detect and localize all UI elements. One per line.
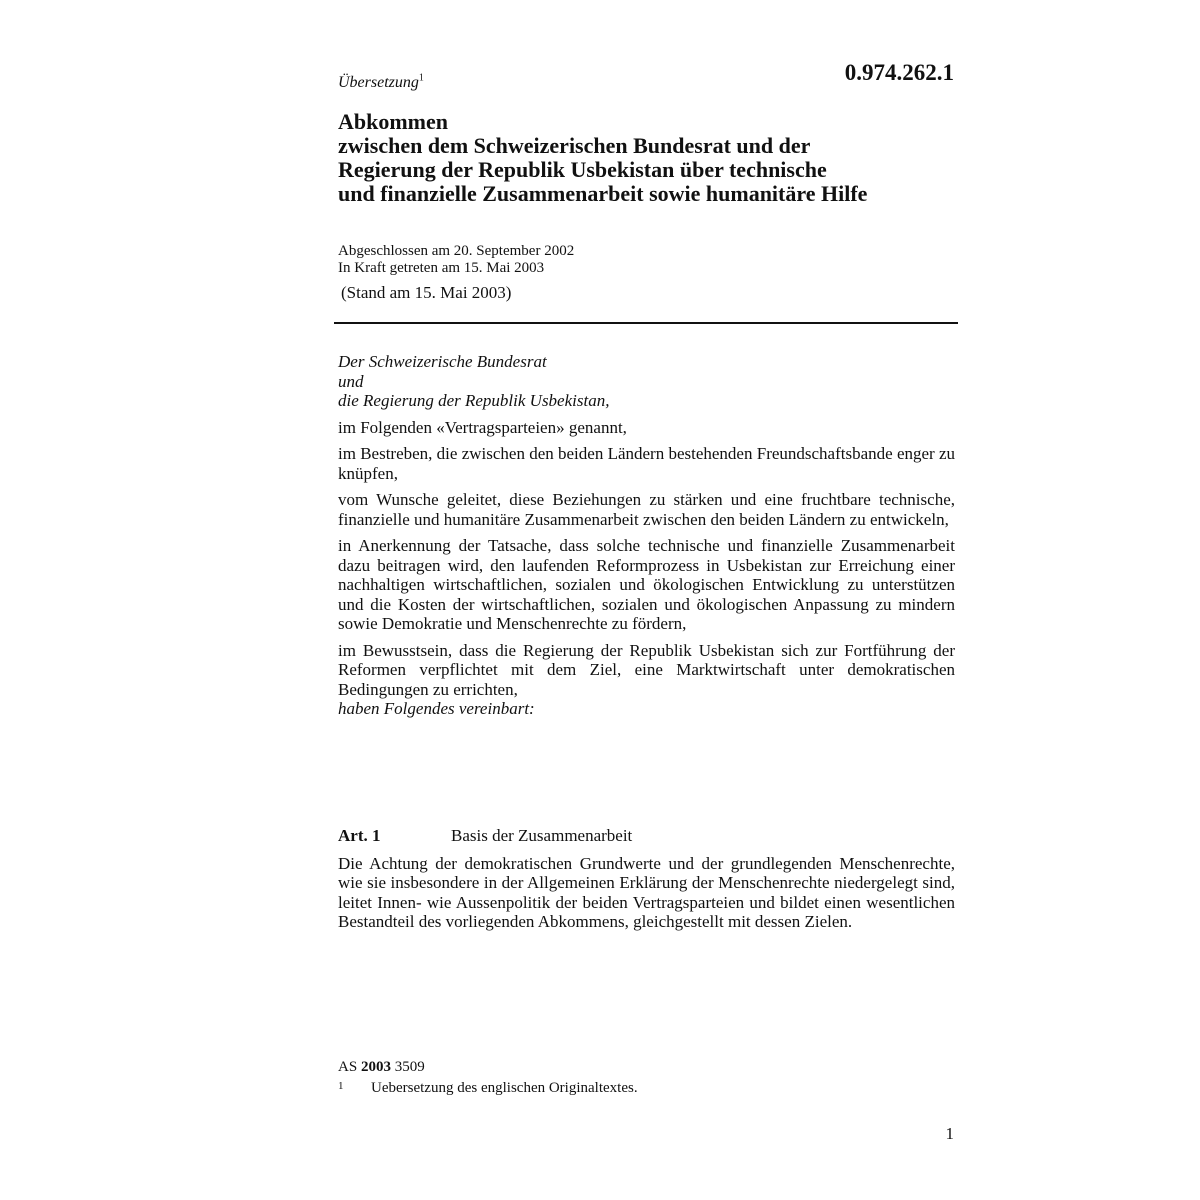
agreement-formula: haben Folgendes vereinbart: (338, 699, 535, 718)
document-dates (338, 243, 574, 276)
sr-number: 0.974.262.1 (844, 60, 954, 85)
footnote-reference: 1 (418, 72, 424, 84)
title-line: Regierung der Republik Usbekistan über technische (338, 157, 827, 182)
title-line: zwischen dem Schweizerischen Bundesrat und der (338, 133, 811, 158)
party-line: die Regierung der Republik Usbekistan, (338, 391, 610, 410)
article-1 (338, 826, 955, 932)
page-number: 1 (945, 1124, 954, 1143)
article-text: Die Achtung der demokratischen Grundwerte und der grundlegenden Menschenrechte, wie sie insbesondere in der Allgemeinen Erklärung der Menschenrechte niedergelegt sind, leitet Innen- wie Aussenpolitik der beiden Vertragsparteien und bildet einen wesentlichen Bestandteil des vorliegenden Abkommens, gleichgestellt mit dessen Zielen. (338, 853, 955, 931)
translation-label: Übersetzung$^1$ (338, 72, 424, 91)
article-title: Basis der Zusammenarbeit (451, 826, 633, 845)
document-title (338, 110, 938, 206)
party-line: und (338, 371, 364, 391)
in-force-date: In Kraft getreten am 15. Mai 2003 (338, 259, 545, 276)
preamble-clause: im Bestreben, die zwischen den beiden Ländern bestehenden Freundschaftsbande enger zu knüpfen, (338, 444, 955, 483)
preamble-clause: vom Wunsche geleitet, diese Beziehungen zu stärken und eine fruchtbare technische, finanzielle und humanitäre Zusammenarbeit zwischen den beiden Ländern zu entwickeln, (338, 490, 955, 529)
footnote (338, 1080, 638, 1097)
official-compilation-reference: AS 2003 3509 (338, 1059, 425, 1075)
preamble-clause: im Bewusstsein, dass die Regierung der Republik Usbekistan sich zur Fortführung der Reformen verpflichtet mit dem Ziel, eine Marktwirtschaft unter demokratischen Bedingungen zu errichten, (338, 640, 955, 699)
header-divider (334, 322, 958, 324)
title-line: Abkommen (338, 109, 449, 134)
title-line: und finanzielle Zusammenarbeit sowie humanitäre Hilfe (338, 181, 868, 206)
footnote-text: Uebersetzung des englischen Originaltextes. (371, 1080, 638, 1096)
party-line: Der Schweizerische Bundesrat (338, 352, 547, 371)
article-heading (338, 826, 955, 846)
preamble-clause: im Folgenden «Vertragsparteien» genannt, (338, 417, 627, 437)
preamble-clause: in Anerkennung der Tatsache, dass solche technische und finanzielle Zusammenarbeit dazu beitragen wird, den laufenden Reformprozess in Usbekistan zur Erreichung einer nachhaltigen wirtschaftlichen, sozialen und ökologischen Entwicklung zu unterstützen und die Kosten der wirtschaftlichen, sozialen und ökologischen Anpassung zu mindern sowie Demokratie und Menschenrechte zu fördern, (338, 536, 955, 633)
concluded-date: Abgeschlossen am 20. September 2002 (338, 243, 575, 259)
footnote-number: 1 (338, 1080, 344, 1092)
article-number: Art. 1 (338, 826, 381, 845)
preamble (338, 352, 955, 726)
status-date: (Stand am 15. Mai 2003) (341, 283, 512, 302)
